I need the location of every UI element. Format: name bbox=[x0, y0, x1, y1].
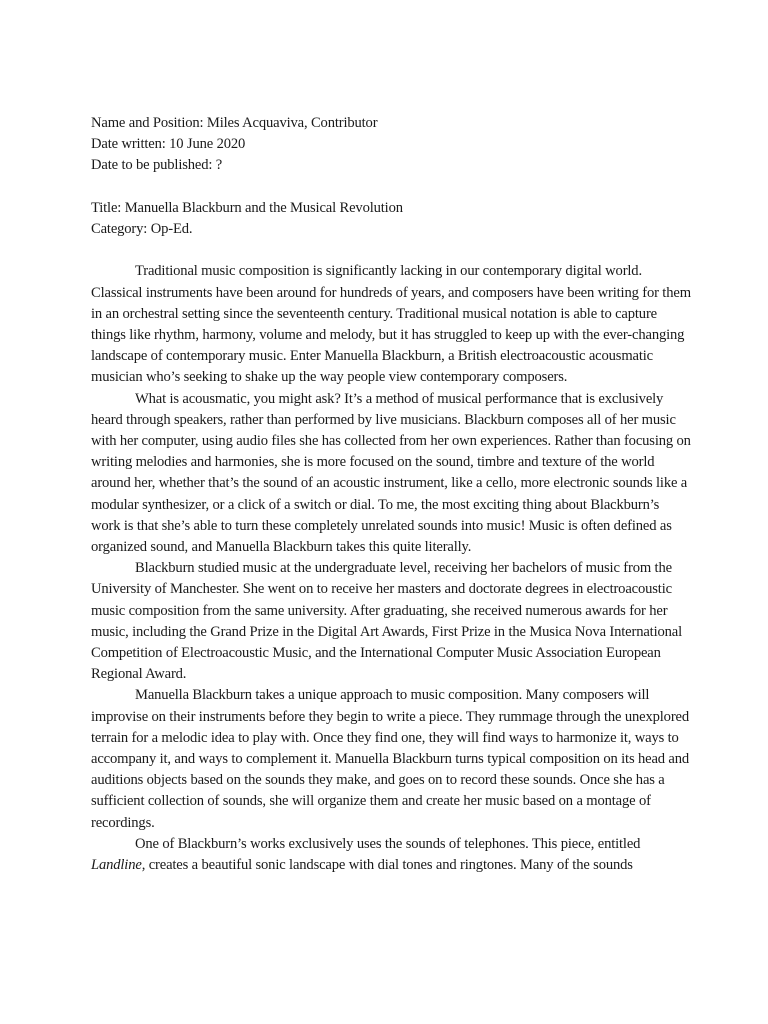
work-title-landline: Landline, bbox=[91, 857, 146, 873]
paragraph-3: Blackburn studied music at the undergraduate level, receiving her bachelors of music from the University of Manchester. She went on to receive her masters and doctorate degrees in electroacoustic music composition from the same university. After graduating, she received numerous awards for her music, including the Grand Prize in the Digital Art Awards, First Prize in the Musica Nova International Competition of Electroacoustic Music, and the International Computer Music Association European Regional Award. bbox=[91, 560, 683, 683]
paragraph-5 bbox=[91, 834, 691, 876]
document-page bbox=[91, 113, 691, 876]
date-written-line: Date written: 10 June 2020 bbox=[91, 136, 246, 153]
paragraph-5-end: creates a beautiful sonic landscape with dial tones and ringtones. Many of the sounds bbox=[145, 857, 633, 873]
spacer bbox=[91, 177, 691, 198]
paragraph-5-start: One of Blackburn’s works exclusively uses the sounds of telephones. This piece, entitled bbox=[135, 835, 641, 852]
paragraph-4: Manuella Blackburn takes a unique approach to music composition. Many composers will improvise on their instruments before they begin to write a piece. They rummage through the unexplored terrain for a melodic idea to play with. Once they find one, they will find ways to harmonize it, ways to accompany it, and ways to complement it. Manuella Blackburn turns typical composition on its head and auditions objects based on the sounds they make, and goes on to record these sounds. Once she has a sufficient collection of sounds, she will organize them and create her music based on a montage of recordings. bbox=[91, 687, 690, 831]
article-body bbox=[91, 261, 691, 876]
category-line: Category: Op-Ed. bbox=[91, 220, 193, 237]
spacer bbox=[91, 240, 691, 261]
name-position-line: Name and Position: Miles Acquaviva, Contributor bbox=[91, 115, 378, 131]
date-published-line: Date to be published: ? bbox=[91, 157, 223, 174]
article-title-line: Title: Manuella Blackburn and the Musical Revolution bbox=[91, 199, 403, 216]
paragraph-1: Traditional music composition is significantly lacking in our contemporary digital world. Classical instruments have been around for hundreds of years, and composers have been writing for them in an orchestral setting since the seventeenth century. Traditional musical notation is able to capture things like rhythm, harmony, volume and melody, but it has struggled to keep up with the ever-changing landscape of contemporary music. Enter Manuella Blackburn, a British electroacoustic acousmatic musician who’s seeking to shake up the way people view contemporary composers. bbox=[91, 263, 691, 386]
paragraph-2: What is acousmatic, you might ask? It’s a method of musical performance that is exclusively heard through speakers, rather than performed by live musicians. Blackburn composes all of her music with her computer, using audio files she has collected from her own experiences. Rather than focusing on writing melodies and harmonies, she is more focused on the sound, timbre and texture of the world around her, whether that’s the sound of an acoustic instrument, like a cello, more electronic sounds like a modular synthesizer, or a click of a switch or dial. To me, the most exciting thing about Blackburn’s work is that she’s able to turn these completely unrelated sounds into music! Music is often defined as organized sound, and Manuella Blackburn takes this quite literally. bbox=[91, 390, 691, 555]
